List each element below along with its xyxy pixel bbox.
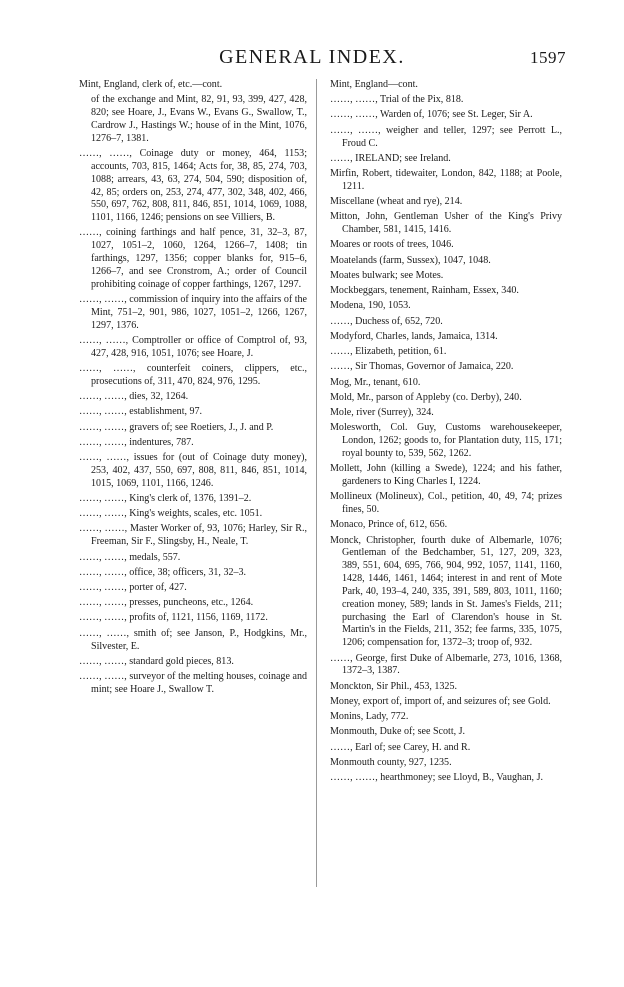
index-entry: Modena, 190, 1053.: [330, 300, 411, 312]
index-entry: ……, IRELAND; see Ireland.: [330, 152, 451, 164]
index-entry: Mint, England—cont.: [330, 79, 418, 90]
index-entry: ……, Earl of; see Carey, H. and R.: [330, 741, 471, 753]
index-entry: Money, export of, import of, and seizures of; see Gold.: [330, 695, 551, 707]
index-entry: Modyford, Charles, lands, Jamaica, 1314.: [330, 330, 498, 342]
index-entry: ……, ……, commission of inquiry into the affairs of the Mint, 751–2, 901, 986, 1027, 1051–2, 1266, 1267, 1297, 1376.: [79, 294, 310, 331]
index-entry: ……, ……, counterfeit coiners, clippers, etc., prosecutions of, 311, 470, 824, 976, 1295.: [79, 363, 310, 387]
column-divider: [316, 79, 317, 887]
index-entry: ……, ……, Comptroller or office of Comptrol of, 93, 427, 428, 916, 1051, 1076; see Hoare, J.: [79, 334, 310, 359]
index-entry: Moares or roots of trees, 1046.: [330, 239, 454, 251]
page-title: GENERAL INDEX.: [219, 46, 405, 68]
index-entry: ……, Sir Thomas, Governor of Jamaica, 220.: [330, 361, 514, 373]
index-entry: Mirfin, Robert, tidewaiter, London, 842, 1188; at Poole, 1211.: [330, 168, 565, 192]
index-entry: ……, ……, issues for (out of Coinage duty money), 253, 402, 437, 550, 697, 808, 811, 846, 851, 1014, 1015, 1069, 1101, 1166, 1246.: [79, 452, 310, 489]
index-entry: ……, ……, gravers of; see Roetiers, J., J. and P.: [79, 421, 274, 433]
index-entry: ……, ……, porter of, 427.: [79, 582, 187, 594]
index-entry: Mold, Mr., parson of Appleby (co. Derby), 240.: [330, 391, 522, 403]
index-entry: ……, Duchess of, 652, 720.: [330, 315, 443, 327]
index-entry: ……, ……, establishment, 97.: [79, 406, 203, 418]
index-entry: of the exchange and Mint, 82, 91, 93, 399, 427, 428, 820; see Hoare, J., Evans W., Evans G., Swallow, T., Cardrow J., Hastings W.; house of in the Mint, 1076, 1276–7, 1381.: [91, 94, 310, 144]
index-entry: Monmouth, Duke of; see Scott, J.: [330, 726, 466, 738]
index-entry: ……, ……, Coinage duty or money, 464, 1153; accounts, 703, 815, 1464; Acts for, 38, 85, 274, 703, 1088; arrears, 43, 63, 274, 504, 590; disposition of, 42, 85; orders on, 253, 274, 477, 302, 348, 402, 466, 550, 697, 762, 808, 811, 846, 851, 1014, 1069, 1088, 1101, 1166, 1246; pensions on see Villiers, B.: [79, 148, 310, 224]
index-entry: ……, ……, surveyor of the melting houses, coinage and mint; see Hoare J., Swallow T.: [79, 671, 310, 695]
index-entry: ……, ……, hearthmoney; see Lloyd, B., Vaughan, J.: [330, 772, 544, 783]
index-entry: Mog, Mr., tenant, 610.: [330, 376, 421, 388]
index-entry: ……, George, first Duke of Albemarle, 273, 1016, 1368, 1372–3, 1387.: [330, 652, 565, 677]
index-entry: Mitton, John, Gentleman Usher of the King's Privy Chamber, 581, 1415, 1416.: [330, 211, 565, 236]
index-entry: Miscellane (wheat and rye), 214.: [330, 196, 463, 208]
index-entry: ……, ……, indentures, 787.: [79, 436, 194, 448]
index-entry: Mollineux (Molineux), Col., petition, 40, 49, 74; prizes fines, 50.: [330, 491, 565, 516]
index-entry: ……, ……, Trial of the Pix, 818.: [330, 94, 464, 106]
right-column: [330, 79, 565, 787]
index-entry: ……, coining farthings and half pence, 31, 32–3, 87, 1027, 1051–2, 1060, 1264, 1266–7, 1408; tin farthings, 1297, 1356; copper blanks for, 915–6, 1266–7, and see Cronstrom, A.; order of Council prohibiting coinage of copper farthings, 1267, 1297.: [79, 227, 310, 290]
index-entry: ……, Elizabeth, petition, 61.: [330, 346, 447, 358]
index-entry: ……, ……, King's clerk of, 1376, 1391–2.: [79, 493, 252, 504]
index-entry: Mole, river (Surrey), 324.: [330, 406, 434, 418]
index-entry: ……, ……, King's weights, scales, etc. 1051.: [79, 508, 263, 520]
index-entry: ……, ……, presses, puncheons, etc., 1264.: [79, 597, 254, 609]
index-entry: Monmouth county, 927, 1235.: [330, 756, 452, 768]
page-header: [0, 46, 624, 70]
index-entry: Mint, England, clerk of, etc.—cont.: [79, 79, 223, 90]
index-entry: Monins, Lady, 772.: [330, 711, 409, 723]
index-entry: Monck, Christopher, fourth duke of Albemarle, 1076; Gentleman of the Bedchamber, 51, 127, 209, 323, 389, 551, 604, 695, 766, 904, 992, 1057, 1141, 1160, 1428, 1446, 1461, 1464; interest in and rent of Mote Park, 40, 193–4, 240, 335, 391, 589, 803, 1011, 1160; creation money, 589; lands in St. James's Fields, 211; purchasing the Earl of Clarendon's house in St. Martin's in the Fields, 211, 352; fee farms, 335, 1075, 1206; compensation for, 1372–3; troop of, 932.: [330, 534, 565, 649]
index-entry: ……, ……, Warden of, 1076; see St. Leger, Sir A.: [330, 109, 533, 121]
index-entry: Mockbeggars, tenement, Rainham, Essex, 340.: [330, 285, 519, 297]
index-entry: ……, ……, office, 38; officers, 31, 32–3.: [79, 566, 247, 578]
index-entry: ……, ……, standard gold pieces, 813.: [79, 655, 234, 667]
index-entry: ……, ……, medals, 557.: [79, 551, 181, 563]
index-entry: ……, ……, Master Worker of, 93, 1076; Harley, Sir R., Freeman, Sir F., Slingsby, H., Neale, T.: [79, 523, 310, 548]
index-entry: ……, ……, dies, 32, 1264.: [79, 391, 189, 403]
index-entry: Mollett, John (killing a Swede), 1224; and his father, gardeners to King Charles I, 1224.: [330, 463, 565, 487]
index-entry: Moatelands (farm, Sussex), 1047, 1048.: [330, 254, 491, 266]
index-entry: Molesworth, Col. Guy, Customs warehousekeeper, London, 1262; goods to, for Plantation duty, 115, 171; royal bounty to, 539, 562, 1262.: [330, 422, 565, 459]
index-entry: Monaco, Prince of, 612, 656.: [330, 519, 448, 531]
page-number: 1597: [530, 48, 566, 67]
index-entry: ……, ……, weigher and teller, 1297; see Perrott L., Froud C.: [330, 124, 565, 149]
left-column: [79, 79, 310, 699]
index-entry: ……, ……, profits of, 1121, 1156, 1169, 1172.: [79, 612, 268, 624]
index-entry: Monckton, Sir Phil., 453, 1325.: [330, 680, 457, 692]
index-entry: Moates bulwark; see Motes.: [330, 269, 444, 281]
index-entry: ……, ……, smith of; see Janson, P., Hodgkins, Mr., Silvester, E.: [79, 627, 310, 652]
